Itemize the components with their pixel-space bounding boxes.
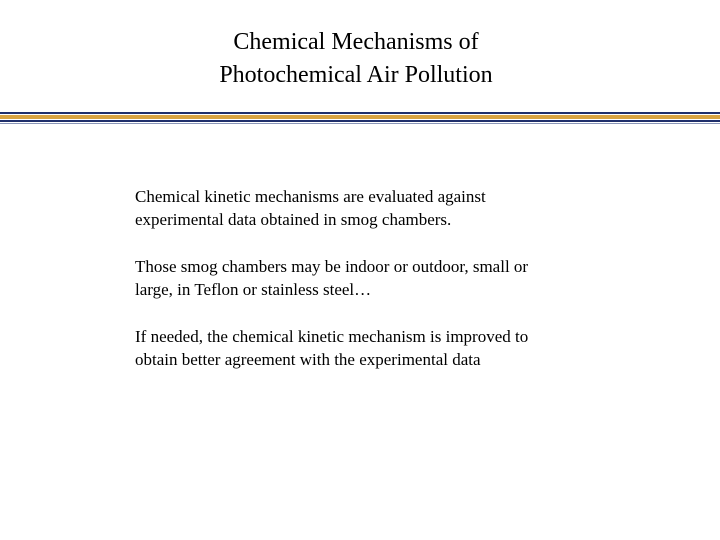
body-paragraph-3-line-2: obtain better agreement with the experimental data xyxy=(135,350,481,369)
slide-body xyxy=(135,185,625,395)
body-paragraph-2-line-1: Those smog chambers may be indoor or outdoor, small or xyxy=(135,257,529,276)
body-paragraph-2-line-2: large, in Teflon or stainless steel… xyxy=(135,280,372,299)
title-divider-gold xyxy=(0,115,720,119)
body-paragraph-2 xyxy=(135,255,625,301)
body-paragraph-3 xyxy=(135,325,625,371)
body-paragraph-3-line-1: If needed, the chemical kinetic mechanism is improved to xyxy=(135,327,529,346)
slide-title-line-2: Photochemical Air Pollution xyxy=(219,62,493,88)
title-divider-shadow xyxy=(0,123,720,124)
slide-title xyxy=(0,26,712,92)
title-divider-navy-top xyxy=(0,112,720,114)
title-divider-navy-bottom xyxy=(0,120,720,122)
body-paragraph-1 xyxy=(135,185,625,231)
body-paragraph-1-line-1: Chemical kinetic mechanisms are evaluated against xyxy=(135,187,486,206)
body-paragraph-1-line-2: experimental data obtained in smog chambers. xyxy=(135,210,452,229)
slide-title-line-1: Chemical Mechanisms of xyxy=(233,29,479,55)
